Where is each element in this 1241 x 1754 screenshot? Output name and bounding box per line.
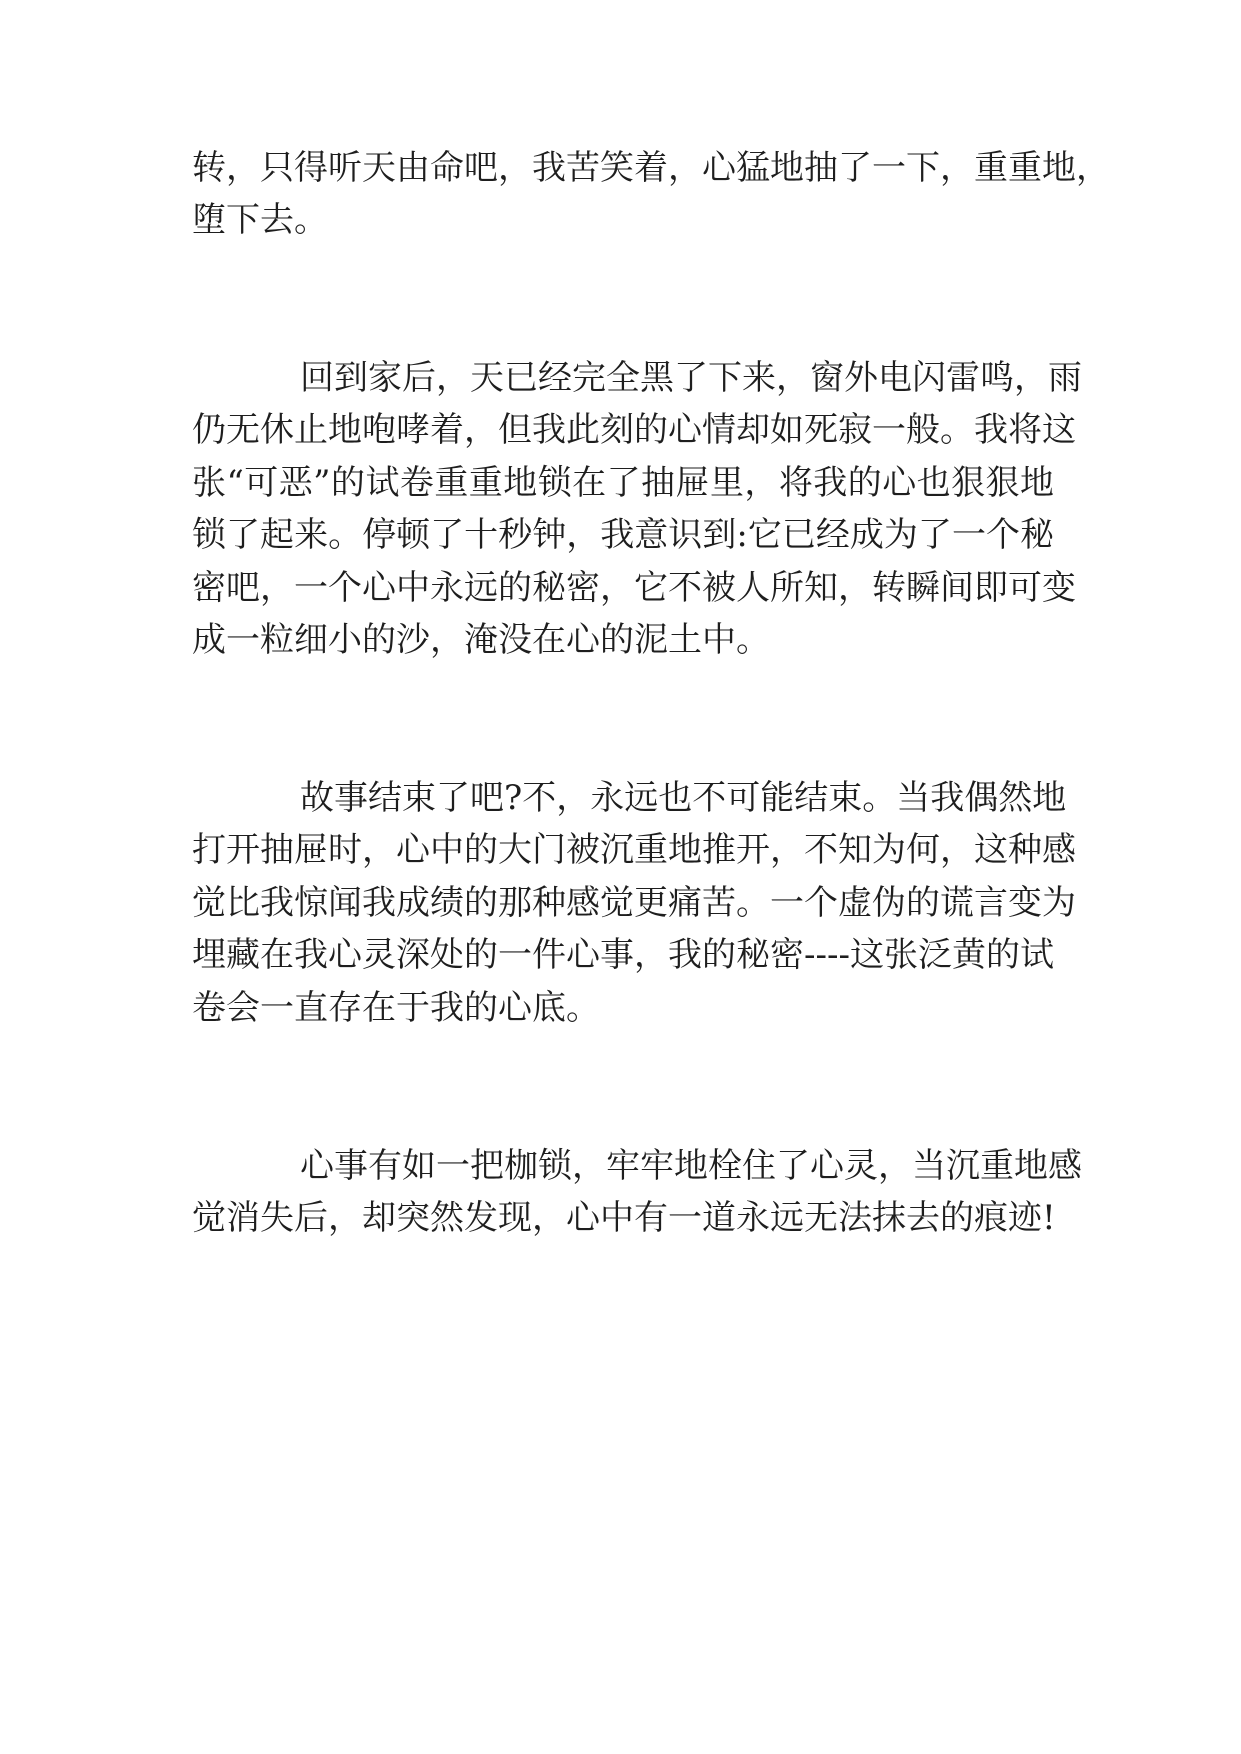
paragraph-3-line-5: 卷会一直存在于我的心底。 xyxy=(192,988,600,1028)
paragraph-2-line-2: 仍无休止地咆哮着，但我此刻的心情却如死寂一般。我将这 xyxy=(192,410,1076,450)
paragraph-2-line-6: 成一粒细小的沙，淹没在心的泥土中。 xyxy=(192,620,770,660)
paragraph-3-line-2: 打开抽屉时，心中的大门被沉重地推开，不知为何，这种感 xyxy=(192,830,1076,870)
paragraph-2-line-3: 张“可恶”的试卷重重地锁在了抽屉里，将我的心也狠狠地 xyxy=(192,463,1054,503)
paragraph-3-line-3: 觉比我惊闻我成绩的那种感觉更痛苦。一个虚伪的谎言变为 xyxy=(192,883,1076,923)
paragraph-3-line-4: 埋藏在我心灵深处的一件心事，我的秘密----这张泛黄的试 xyxy=(192,935,1054,975)
paragraph-4-line-1: 心事有如一把枷锁，牢牢地栓住了心灵，当沉重地感 xyxy=(300,1146,1082,1186)
paragraph-4-line-2: 觉消失后，却突然发现，心中有一道永远无法抹去的痕迹! xyxy=(192,1198,1056,1238)
paragraph-1-line-2: 堕下去。 xyxy=(192,200,328,240)
paragraph-2-line-1: 回到家后，天已经完全黑了下来，窗外电闪雷鸣，雨 xyxy=(300,358,1082,398)
paragraph-2-line-5: 密吧，一个心中永远的秘密，它不被人所知，转瞬间即可变 xyxy=(192,568,1076,608)
paragraph-1-line-1: 转，只得听天由命吧，我苦笑着，心猛地抽了一下，重重地， xyxy=(192,148,1110,188)
paragraph-2-line-4: 锁了起来。停顿了十秒钟，我意识到:它已经成为了一个秘 xyxy=(192,515,1054,555)
paragraph-3-line-1: 故事结束了吧?不，永远也不可能结束。当我偶然地 xyxy=(300,778,1067,818)
